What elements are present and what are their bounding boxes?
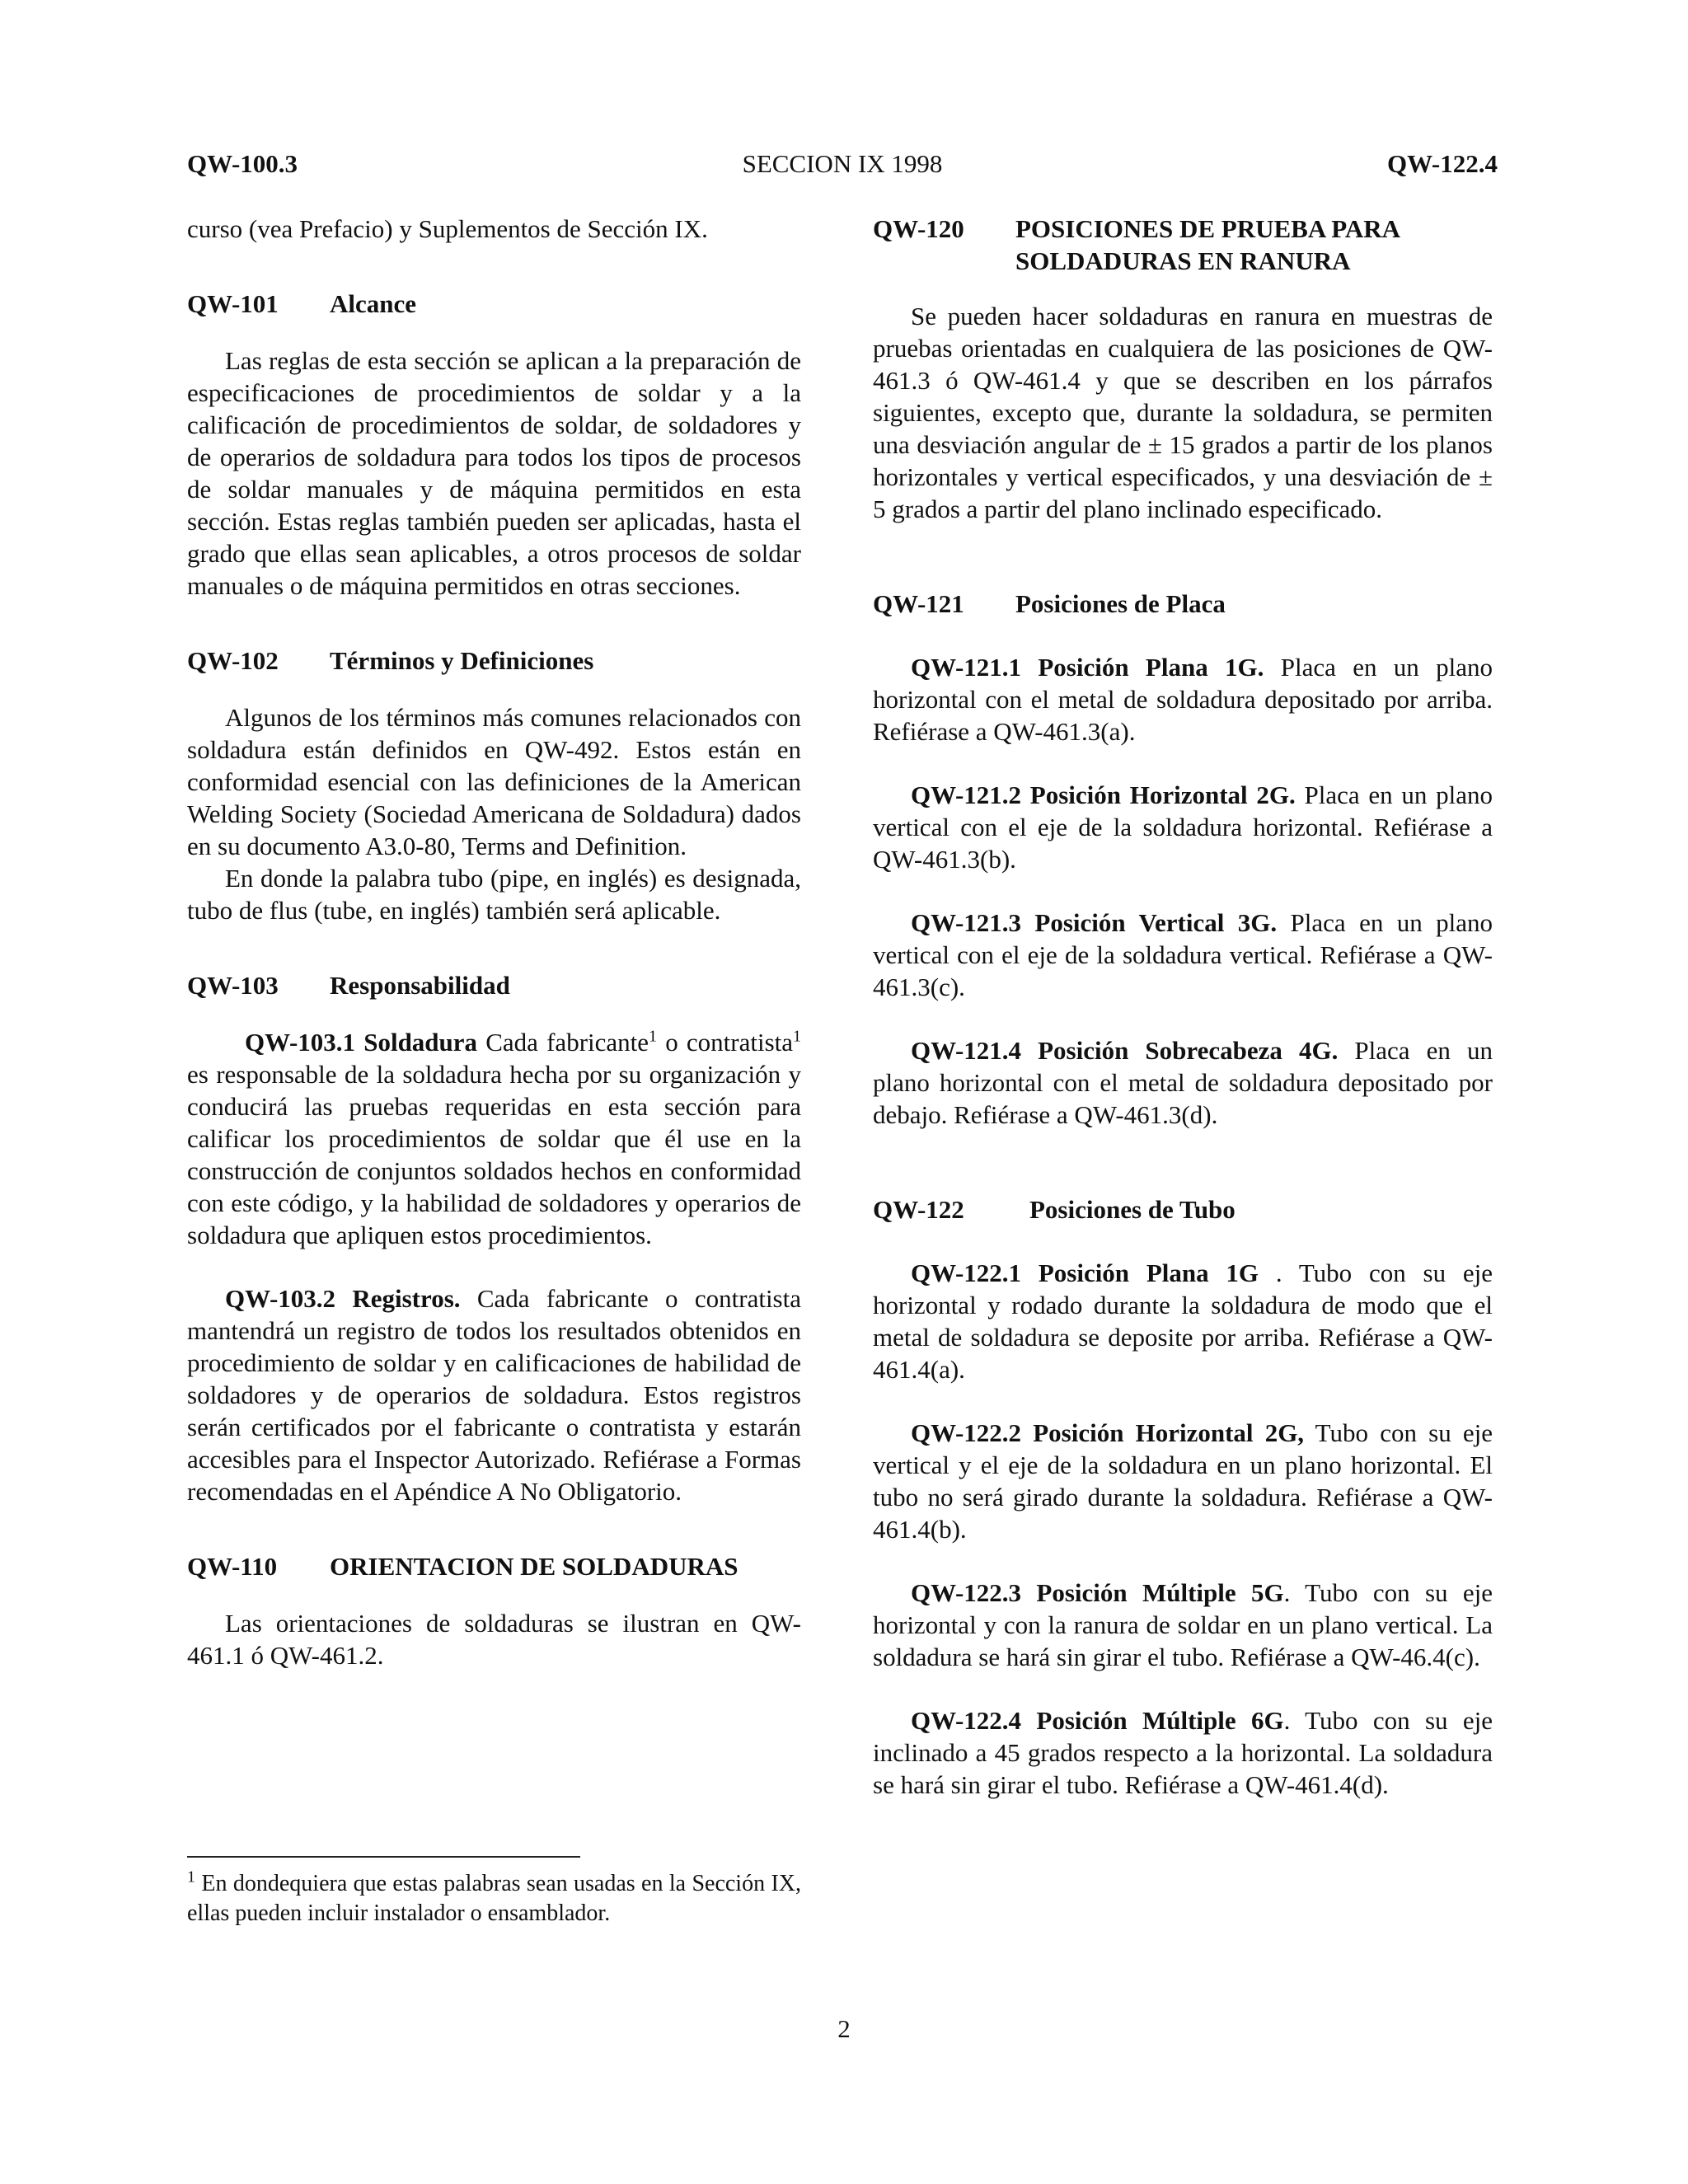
header-section-end: QW-122.4	[1386, 149, 1498, 178]
qw122-3-paragraph	[873, 1577, 1493, 1673]
right-column	[873, 213, 1493, 1801]
section-title: Términos y Definiciones	[330, 646, 594, 675]
qw103-2-paragraph	[187, 1282, 801, 1507]
subsection-label: QW-121.2 Posición Horizontal 2G.	[911, 780, 1296, 809]
section-code: QW-122	[873, 1195, 964, 1224]
subsection-text: o contratista	[657, 1028, 794, 1057]
qw122-2-paragraph	[873, 1417, 1493, 1545]
subsection-text: Placa en un plano horizontal con el metal de soldadura depositado por arriba. Refiérase a QW-461.3(a).	[873, 653, 1493, 746]
header-title: SECCION IX 1998	[742, 149, 943, 178]
footnote-text: En dondequiera que estas palabras sean usadas en la Sección IX, ellas pueden incluir instalador o ensamblador.	[187, 1871, 801, 1926]
qw122-1-paragraph	[873, 1257, 1493, 1385]
subsection-label: QW-121.1 Posición Plana 1G.	[911, 653, 1264, 682]
section-code: QW-121	[873, 589, 964, 618]
subsection-label: QW-121.3 Posición Vertical 3G.	[911, 908, 1278, 937]
qw121-4-paragraph	[873, 1034, 1493, 1131]
header-section-start: QW-100.3	[187, 149, 298, 178]
page-number: 2	[837, 2014, 851, 2043]
subsection-text: Cada fabricante o contratista mantendrá un registro de todos los resultados obtenidos en procedimiento de soldar y en calificaciones de habilidad de soldadores y de operarios de soldadura. Estos registros serán certificados por el fabricante o contratista y estarán accesibles para el Inspector Autorizado. Refiérase a Formas recomendadas en el Apéndice A No Obligatorio.	[187, 1284, 801, 1506]
qw121-3-paragraph	[873, 907, 1493, 1003]
heading-qw110	[187, 1550, 801, 1582]
subsection-text: Placa en un plano vertical con el eje de la soldadura horizontal. Refiérase a QW-461.3(b).	[873, 780, 1493, 874]
page-header	[187, 145, 1498, 183]
subsection-text: . Tubo con su eje horizontal y rodado durante la soldadura de modo que el metal de soldadura se deposite por arriba. Refiérase a QW-461.4(a).	[873, 1258, 1493, 1384]
qw102-paragraph-1: Algunos de los términos más comunes relacionados con soldadura están definidos en QW-492. Estos están en conformidad esencial con las definiciones de la American Welding Society (Sociedad Americana de Soldadura) dados en su documento A3.0-80, Terms and Definition.	[187, 703, 801, 860]
qw103-1-paragraph	[187, 1026, 801, 1251]
qw120-paragraph: Se pueden hacer soldaduras en ranura en muestras de pruebas orientadas en cualquiera de las posiciones de QW-461.3 ó QW-461.4 y que se describen en los párrafos siguientes, excepto que, durante la soldadura, se permiten una desviación angular de ± 15 grados a partir de los planos horizontales y vertical especificados, y una desviación de ± 5 grados a partir del plano inclinado especificado.	[873, 302, 1493, 523]
section-code: QW-103	[187, 971, 279, 1000]
section-code: QW-110	[187, 1552, 278, 1581]
intro-paragraph: curso (vea Prefacio) y Suplementos de Sección IX.	[187, 214, 708, 243]
section-title-line-2: SOLDADURAS EN RANURA	[1015, 246, 1351, 275]
subsection-text: Cada fabricante	[477, 1028, 649, 1057]
subsection-text: . Tubo con su eje horizontal y con la ranura de soldar en un plano vertical. La soldadura se hará sin girar el tubo. Refiérase a QW-46.4(c).	[873, 1578, 1493, 1671]
section-code: QW-102	[187, 646, 279, 675]
qw101-paragraph: Las reglas de esta sección se aplican a la preparación de especificaciones de procedimientos de soldar y a la calificación de procedimientos de soldar, de soldadores y de operarios de soldadura para todos los tipos de procesos de soldar manuales y de máquina permitidos en esta sección. Estas reglas también pueden ser aplicadas, hasta el grado que ellas sean aplicables, a otros procesos de soldar manuales o de máquina permitidos en otras secciones.	[187, 346, 801, 600]
qw122-4-paragraph	[873, 1704, 1493, 1801]
heading-qw103	[187, 969, 801, 1001]
left-column	[187, 213, 801, 1671]
subsection-text: . Tubo con su eje inclinado a 45 grados respecto a la horizontal. La soldadura se hará sin girar el tubo. Refiérase a QW-461.4(d).	[873, 1706, 1493, 1799]
section-title: Posiciones de Placa	[1015, 589, 1226, 618]
heading-qw122	[873, 1193, 1493, 1226]
heading-qw120	[873, 213, 1493, 277]
subsection-label: QW-122.4 Posición Múltiple 6G	[911, 1706, 1284, 1735]
section-title: Posiciones de Tubo	[1029, 1195, 1236, 1224]
subsection-label: QW-103.1 Soldadura	[245, 1028, 478, 1057]
section-title-line-1: POSICIONES DE PRUEBA PARA	[1015, 214, 1401, 243]
footnote-marker: 1	[187, 1868, 195, 1886]
qw121-1-paragraph	[873, 651, 1493, 748]
heading-qw102	[187, 644, 801, 677]
footnote-divider	[187, 1856, 580, 1858]
subsection-label: QW-121.4 Posición Sobrecabeza 4G.	[911, 1036, 1339, 1065]
subsection-text: Tubo con su eje vertical y el eje de la soldadura en un plano horizontal. El tubo no será girado durante la soldadura. Refiérase a QW-461.4(b).	[873, 1418, 1493, 1544]
subsection-label: QW-103.2 Registros.	[225, 1284, 461, 1313]
qw102-paragraph-2: En donde la palabra tubo (pipe, en inglés) es designada, tubo de flus (tube, en inglés) también será aplicable.	[187, 864, 801, 925]
subsection-label: QW-122.2 Posición Horizontal 2G,	[911, 1418, 1305, 1447]
section-title: ORIENTACION DE SOLDADURAS	[330, 1552, 738, 1581]
subsection-label: QW-122.3 Posición Múltiple 5G	[911, 1578, 1284, 1607]
section-title: Alcance	[330, 289, 417, 318]
section-title: Responsabilidad	[330, 971, 510, 1000]
qw121-2-paragraph	[873, 779, 1493, 875]
footnote-ref: 1	[649, 1027, 658, 1046]
subsection-label: QW-122.1 Posición Plana 1G	[911, 1258, 1259, 1287]
qw110-paragraph: Las orientaciones de soldaduras se ilustran en QW-461.1 ó QW-461.2.	[187, 1609, 801, 1670]
section-code: QW-101	[187, 289, 279, 318]
heading-qw121	[873, 588, 1493, 620]
section-code: QW-120	[873, 214, 964, 243]
footnote-ref: 1	[793, 1027, 802, 1046]
subsection-text: es responsable de la soldadura hecha por su organización y conducirá las pruebas requeridas en esta sección para calificar los procedimientos de soldar que él use en la construcción de conjuntos soldados hechos en conformidad con este código, y la habilidad de soldadores y operarios de soldadura que apliquen estos procedimientos.	[187, 1060, 801, 1249]
subsection-text: Placa en un plano horizontal con el metal de soldadura depositado por debajo. Refiérase a QW-461.3(d).	[873, 1036, 1493, 1129]
heading-qw101	[187, 288, 801, 320]
footnote	[187, 1869, 801, 1929]
subsection-text: Placa en un plano vertical con el eje de la soldadura vertical. Refiérase a QW-461.3(c).	[873, 908, 1493, 1001]
